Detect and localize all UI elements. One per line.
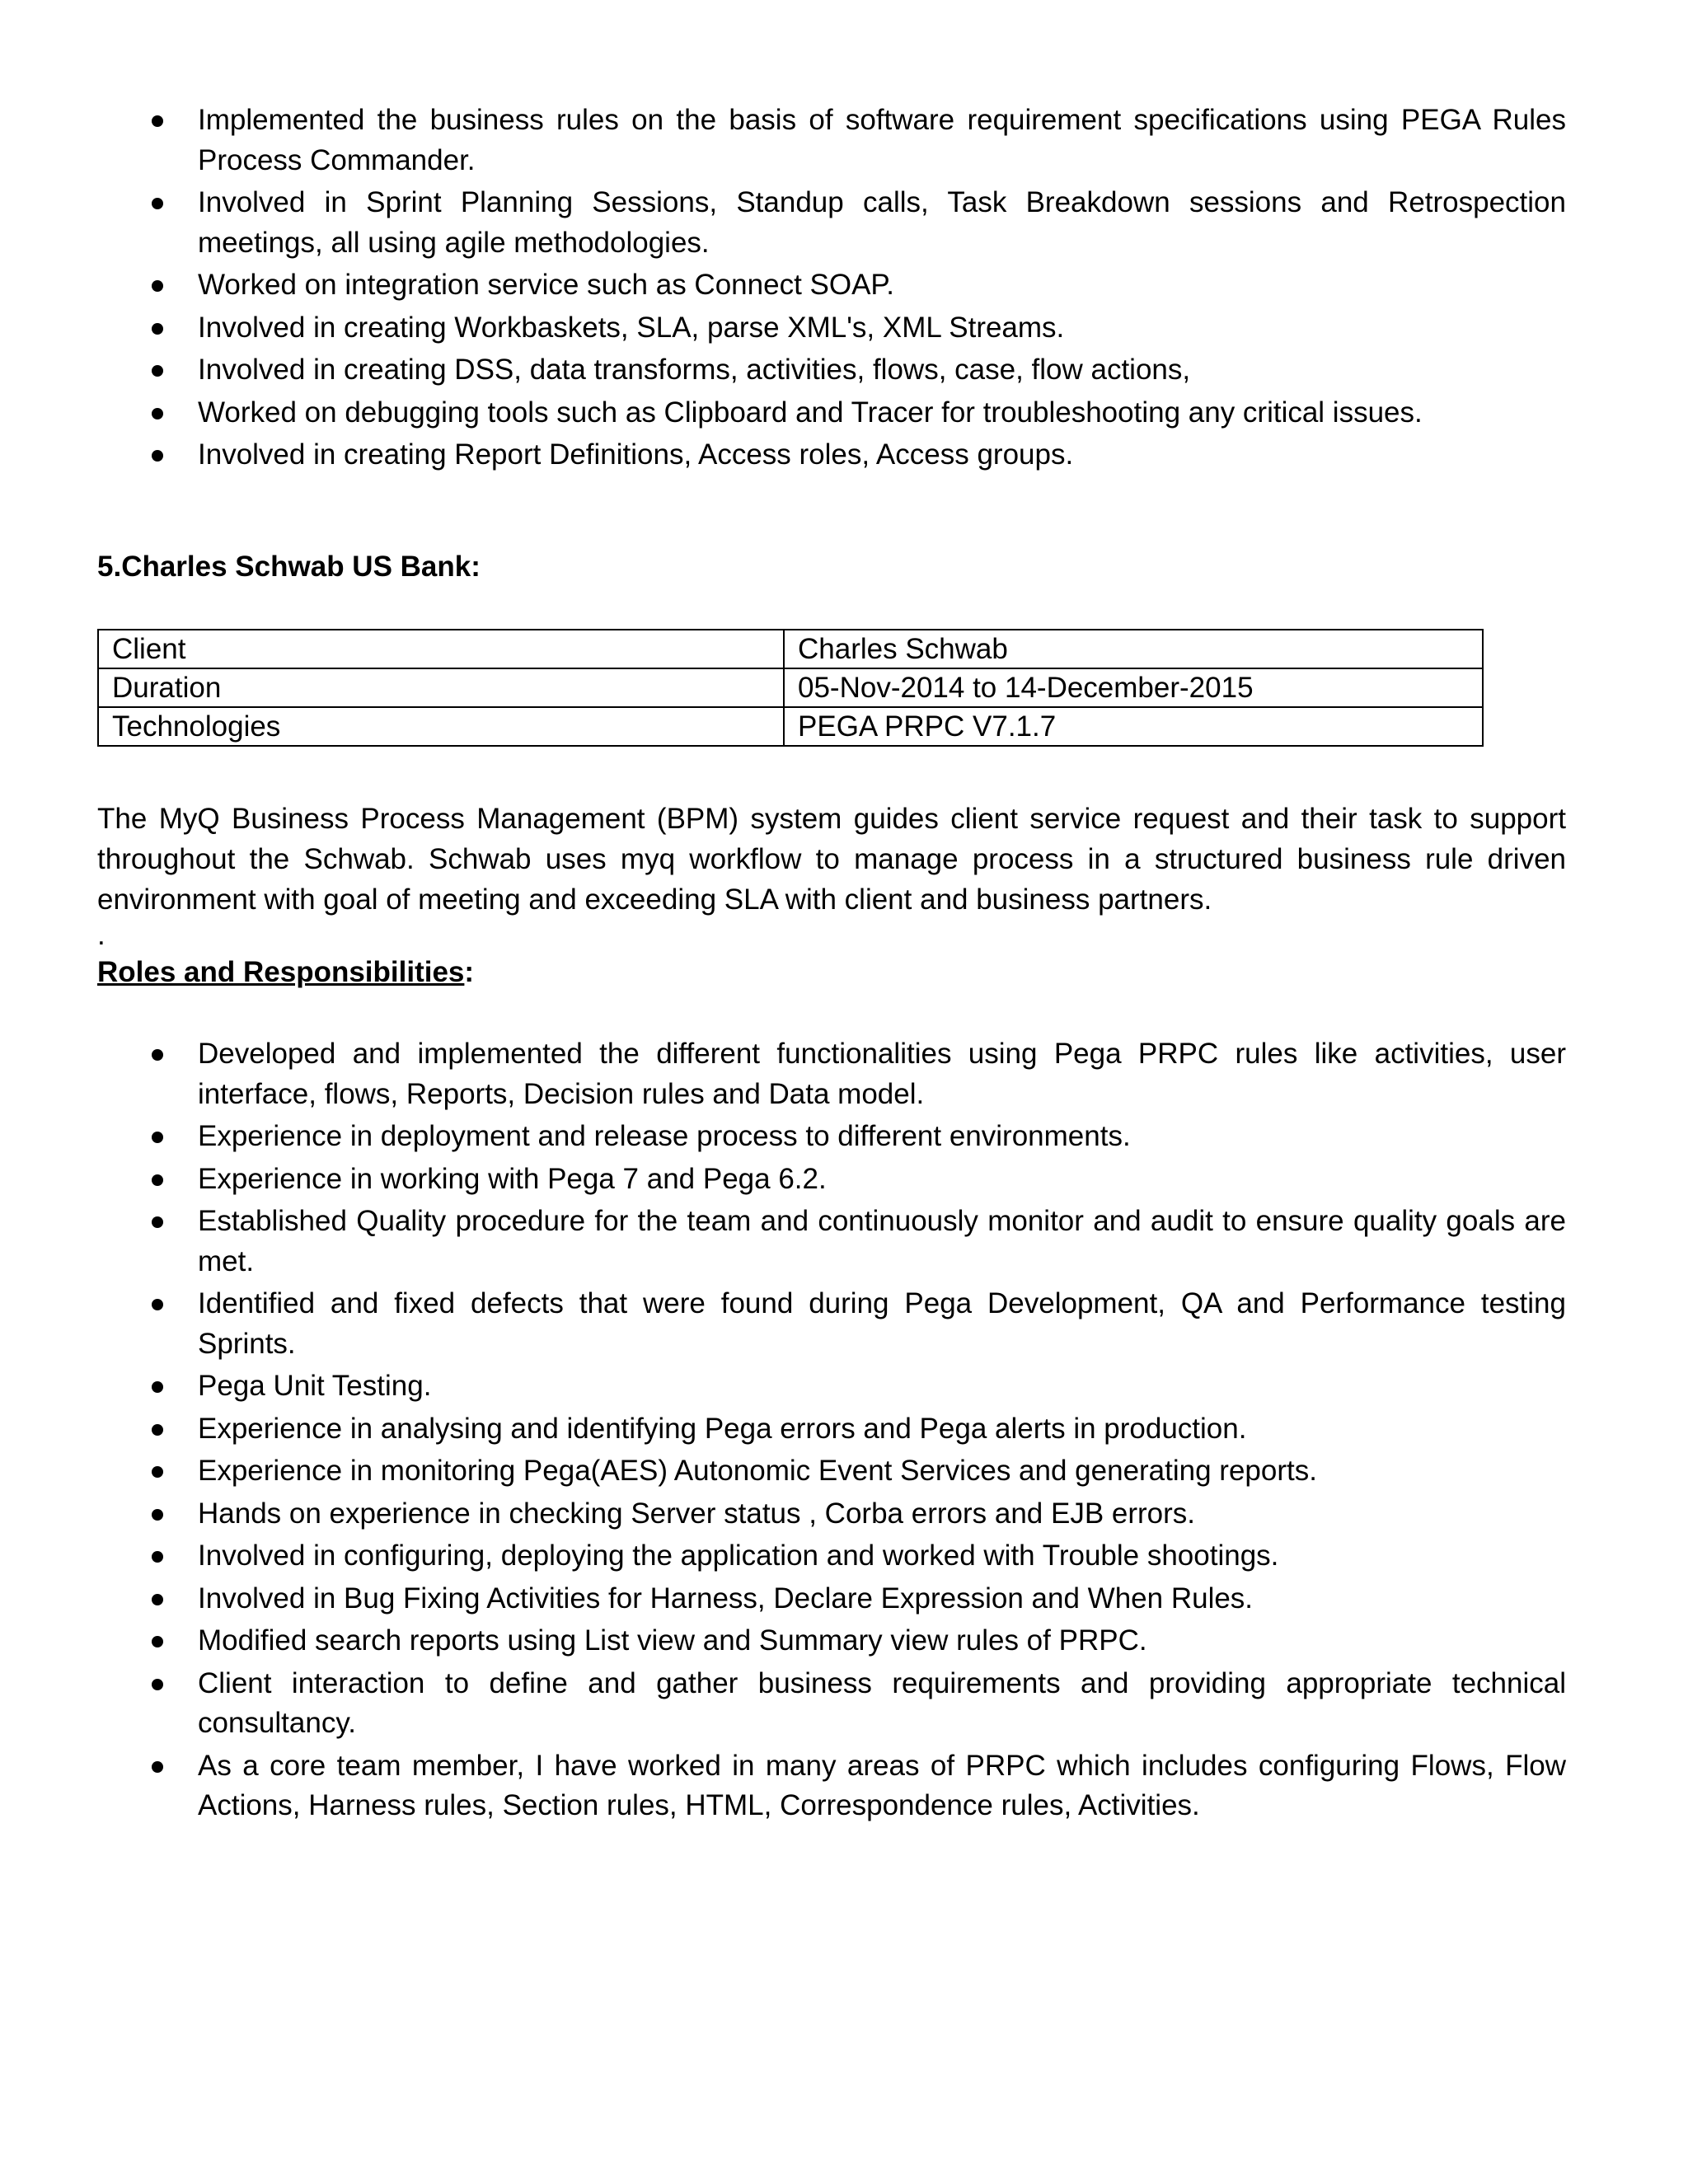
bullet-icon: [152, 1509, 163, 1521]
list-item-text: Experience in working with Pega 7 and Pega 6.2.: [198, 1162, 827, 1195]
list-item-text: Involved in creating Workbaskets, SLA, parse XML's, XML Streams.: [198, 311, 1065, 344]
list-item-text: Implemented the business rules on the basis of software requirement specifications using PEGA Rules Process Commander.: [198, 104, 1566, 176]
bullet-icon: [152, 115, 163, 127]
section-heading: 5.Charles Schwab US Bank:: [97, 551, 481, 583]
bullet-icon: [152, 450, 163, 462]
bullet-icon: [152, 365, 163, 377]
list-item-text: Involved in creating DSS, data transforms, activities, flows, case, flow actions,: [198, 354, 1191, 386]
roles-heading: [97, 956, 474, 989]
list-item: [0, 265, 1688, 306]
list-item: [0, 1494, 1688, 1535]
bullet-icon: [152, 1679, 163, 1690]
bullet-icon: [152, 1466, 163, 1478]
list-item-text: Involved in Bug Fixing Activities for Harness, Declare Expression and When Rules.: [198, 1582, 1254, 1615]
table-row: [98, 668, 1483, 707]
bullet-icon: [152, 1174, 163, 1186]
bullet-icon: [152, 1761, 163, 1773]
table-value-cell: Charles Schwab: [784, 630, 1483, 668]
roles-heading-colon: :: [464, 956, 475, 988]
list-item: [0, 1451, 1688, 1492]
bullet-icon: [152, 1216, 163, 1228]
list-item: [0, 1284, 1688, 1364]
bullet-icon: [152, 1132, 163, 1143]
table-row: [98, 707, 1483, 746]
bullet-icon: [152, 408, 163, 419]
table-row: [98, 630, 1483, 668]
list-item-text: Involved in configuring, deploying the application and worked with Trouble shootings.: [198, 1540, 1279, 1572]
list-item: [0, 1621, 1688, 1661]
list-item-text: Identified and fixed defects that were found during Pega Development, QA and Performance testing Sprints.: [198, 1287, 1566, 1360]
table-label-cell: Technologies: [98, 707, 784, 746]
list-item-text: Experience in analysing and identifying Pega errors and Pega alerts in production.: [198, 1412, 1247, 1445]
bullet-icon: [152, 1594, 163, 1605]
table-label-cell: Duration: [98, 668, 784, 707]
list-item: [0, 1160, 1688, 1200]
list-item: [0, 308, 1688, 349]
bullet-icon: [152, 198, 163, 209]
list-item-text: Involved in Sprint Planning Sessions, Standup calls, Task Breakdown sessions and Retrospection meetings, all using agile methodologies.: [198, 186, 1566, 259]
list-item: [0, 393, 1688, 434]
list-item-text: Established Quality procedure for the team and continuously monitor and audit to ensure quality goals are met.: [198, 1205, 1566, 1277]
bullet-icon: [152, 1424, 163, 1436]
list-item: [0, 1409, 1688, 1450]
stray-mark: .: [97, 919, 106, 951]
list-item-text: Experience in deployment and release process to different environments.: [198, 1120, 1131, 1152]
bullet-icon: [152, 323, 163, 335]
list-item-text: Worked on debugging tools such as Clipboard and Tracer for troubleshooting any critical issues.: [198, 396, 1423, 429]
top-bullet-list: [0, 101, 1688, 478]
list-item-text: Hands on experience in checking Server status , Corba errors and EJB errors.: [198, 1497, 1196, 1530]
list-item: [0, 435, 1688, 476]
roles-list: [0, 1034, 1688, 1829]
list-item-text: Developed and implemented the different functionalities using Pega PRPC rules like activities, user interface, flows, Reports, Decision rules and Data model.: [198, 1038, 1566, 1110]
list-item: [0, 183, 1688, 263]
list-item: [0, 1579, 1688, 1619]
list-item-text: Modified search reports using List view and Summary view rules of PRPC.: [198, 1624, 1147, 1657]
project-description: The MyQ Business Process Management (BPM) system guides client service request and their task to support throughout the Schwab. Schwab uses myq workflow to manage process in a structured business rule driven environment with goal of meeting and exceeding SLA with client and business partners.: [97, 803, 1566, 916]
bullet-icon: [152, 1381, 163, 1393]
project-info-table: [97, 629, 1484, 747]
list-item: [0, 350, 1688, 391]
list-item-text: Experience in monitoring Pega(AES) Autonomic Event Services and generating reports.: [198, 1455, 1317, 1487]
table-value-cell: 05-Nov-2014 to 14-December-2015: [784, 668, 1483, 707]
bullet-icon: [152, 280, 163, 292]
list-item: [0, 1746, 1688, 1826]
list-item: [0, 101, 1688, 180]
table-value-cell: PEGA PRPC V7.1.7: [784, 707, 1483, 746]
list-item-text: Worked on integration service such as Connect SOAP.: [198, 269, 894, 301]
bullet-icon: [152, 1551, 163, 1563]
list-item-text: Pega Unit Testing.: [198, 1370, 432, 1402]
list-item: [0, 1366, 1688, 1407]
list-item-text: Client interaction to define and gather business requirements and providing appropriate technical consultancy.: [198, 1666, 1566, 1739]
list-item: [0, 1117, 1688, 1157]
list-item-text: Involved in creating Report Definitions, Access roles, Access groups.: [198, 438, 1074, 471]
list-item: [0, 1536, 1688, 1577]
roles-heading-text: Roles and Responsibilities: [97, 956, 465, 988]
list-item: [0, 1202, 1688, 1282]
bullet-icon: [152, 1636, 163, 1647]
list-item: [0, 1034, 1688, 1114]
list-item: [0, 1664, 1688, 1744]
bullet-icon: [152, 1049, 163, 1061]
bullet-icon: [152, 1299, 163, 1310]
list-item-text: As a core team member, I have worked in many areas of PRPC which includes configuring Flows, Flow Actions, Harness rules, Section rules, HTML, Correspondence rules, Activities.: [198, 1749, 1566, 1821]
table-label-cell: Client: [98, 630, 784, 668]
